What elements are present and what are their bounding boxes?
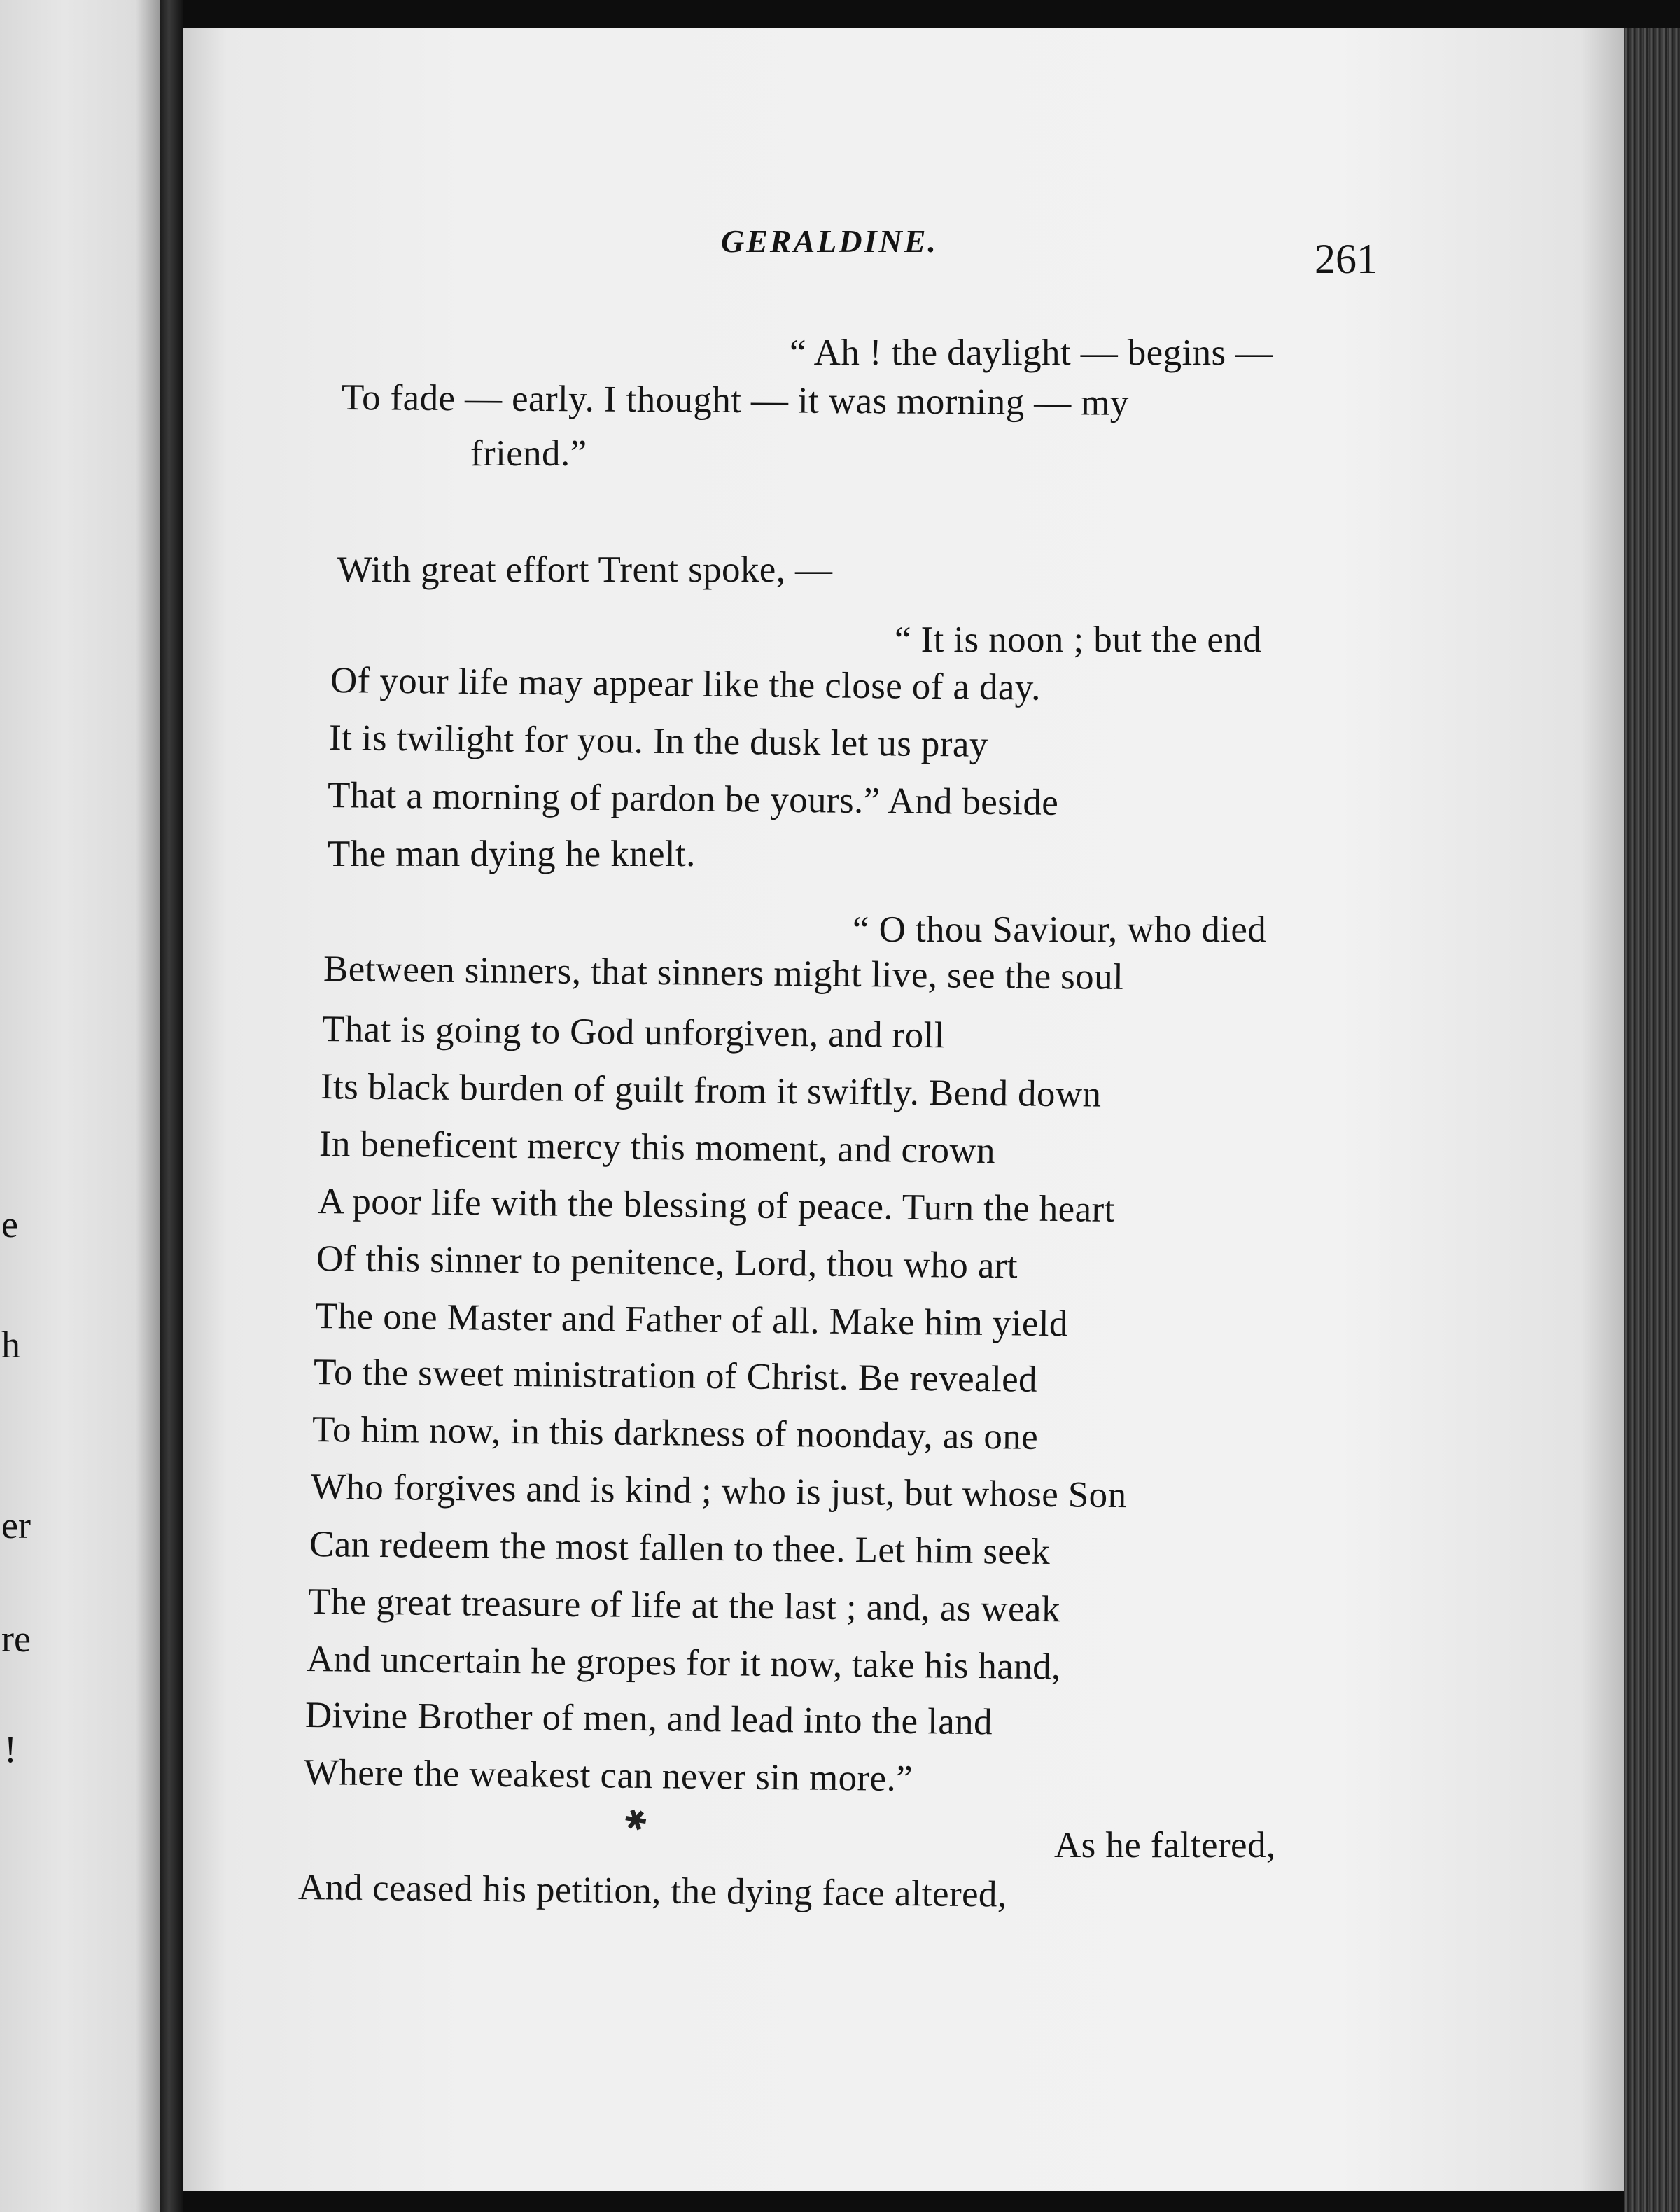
text-line: Between sinners, that sinners might live, see the soul — [323, 948, 1124, 997]
text-line: It is twilight for you. In the dusk let us pray — [328, 718, 989, 765]
page-number: 261 — [1315, 236, 1378, 282]
text-line: To the sweet ministration of Christ. Be revealed — [313, 1352, 1038, 1400]
text-line: That a morning of pardon be yours.” And beside — [327, 775, 1059, 823]
text-line: The great treasure of life at the last ; and, as weak — [307, 1581, 1061, 1630]
left-page-fragment: er — [1, 1504, 31, 1546]
text-line: With great effort Trent spoke, — — [337, 550, 833, 590]
text-line: In beneficent mercy this moment, and crown — [318, 1124, 996, 1172]
left-page-fragment: re — [1, 1618, 31, 1660]
text-line: Where the weakest can never sin more.” — [303, 1752, 913, 1800]
book-gutter — [160, 0, 183, 2212]
text-line: Of your life may appear like the close of a day. — [330, 660, 1042, 708]
text-line: friend.” — [470, 433, 587, 474]
left-page-fragment: e — [1, 1203, 18, 1245]
left-page-fragment: ! — [4, 1728, 17, 1770]
text-line: Divine Brother of men, and lead into the land — [304, 1695, 993, 1743]
text-line: A poor life with the blessing of peace. Turn the heart — [317, 1181, 1116, 1230]
left-facing-page — [0, 0, 160, 2212]
text-line: “ O thou Saviour, who died — [853, 909, 1267, 950]
text-line: As he faltered, — [1054, 1825, 1276, 1865]
text-line: And ceased his petition, the dying face altered, — [298, 1867, 1007, 1915]
text-line: The man dying he knelt. — [328, 834, 696, 874]
left-page-fragment: h — [1, 1324, 20, 1366]
text-line: The one Master and Father of all. Make him yield — [314, 1296, 1069, 1345]
text-line: Its black burden of guilt from it swiftly. Bend down — [320, 1066, 1102, 1115]
running-head-title: GERALDINE. — [721, 223, 938, 259]
text-line: Can redeem the most fallen to thee. Let him seek — [309, 1524, 1051, 1573]
text-line: Of this sinner to penitence, Lord, thou who art — [316, 1238, 1018, 1287]
text-line: And uncertain he gropes for it now, take his hand, — [306, 1639, 1061, 1688]
text-line: Who forgives and is kind ; who is just, but whose Son — [310, 1466, 1127, 1516]
text-line: “ It is noon ; but the end — [895, 620, 1262, 660]
stray-ink-mark: ✱ — [620, 1801, 653, 1840]
text-line: To fade — early. I thought — it was morning — my — [341, 377, 1130, 424]
text-line: “ Ah ! the daylight — begins — — [790, 332, 1273, 373]
text-line: That is going to God unforgiven, and roll — [321, 1009, 946, 1056]
page-edges — [1624, 28, 1680, 2212]
text-line: To him now, in this darkness of noonday, as one — [312, 1409, 1039, 1457]
